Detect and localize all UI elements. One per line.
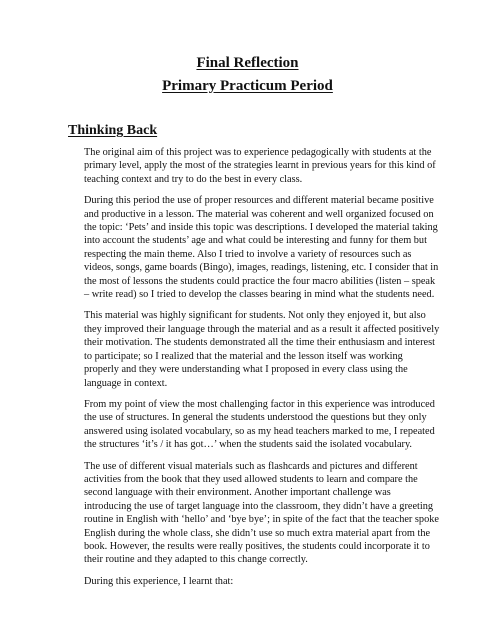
paragraph-learnt: During this experience, I learnt that: [84, 575, 234, 587]
paragraph-challenges: From my point of view the most challenging factor in this experience was introduced the use of structures. In general the students understood the questions but they only answered using isolated vocabulary, so as my head teachers marked to me, I repeated the structures ‘it’s / it has got…’ when the students said the isolated vocabulary. [84, 398, 435, 451]
paragraph-visual-materials: The use of different visual materials such as flashcards and pictures and different activities from the book that they used allowed students to learn and compare the second language with their environment. Another important challenge was introducing the use of target language into the classroom, they didn’t have a greeting routine in English with ‘hello’ and ‘bye bye’; in spite of the fact that the teacher spoke English during the whole class, she didn’t use so much extra material apart from the book. However, the results were really positives, the students could incorporate it to their routine and they adapted to this change correctly. [84, 460, 439, 566]
document-subtitle: Primary Practicum Period [162, 78, 333, 94]
paragraph-material-significance: This material was highly significant for students. Not only they enjoyed it, but also they improved their language through the material and as a result it affected positively their motivation. The students demonstrated all the time their enthusiasm and interest to participate; so I realized that the material and the lesson itself was working properly and they were understanding what I proposed in every class using the language in context. [84, 310, 440, 389]
document-title: Final Reflection [196, 55, 299, 71]
paragraph-aim: The original aim of this project was to experience pedagogically with students at the primary level, apply the most of the strategies learnt in previous years for this kind of teaching context and try to do the best in every class. [84, 147, 436, 185]
paragraph-resources: During this period the use of proper resources and different material became positive and productive in a lesson. The material was coherent and well organized focused on the topic: ‘Pets’ and inside this topic was descriptions. I developed the material taking into account the students’ age and what could be interesting and funny for them but respecting the main theme. Also I tried to involve a variety of resources such as videos, songs, game boards (Bingo), images, readings, listening, etc. I consider that in the most of lessons the students could practice the four macro abilities (listen – speak – write read) so I tried to develop the classes bearing in mind what the students need. [84, 195, 439, 301]
section-heading: Thinking Back [68, 123, 158, 138]
document-body [84, 146, 440, 596]
